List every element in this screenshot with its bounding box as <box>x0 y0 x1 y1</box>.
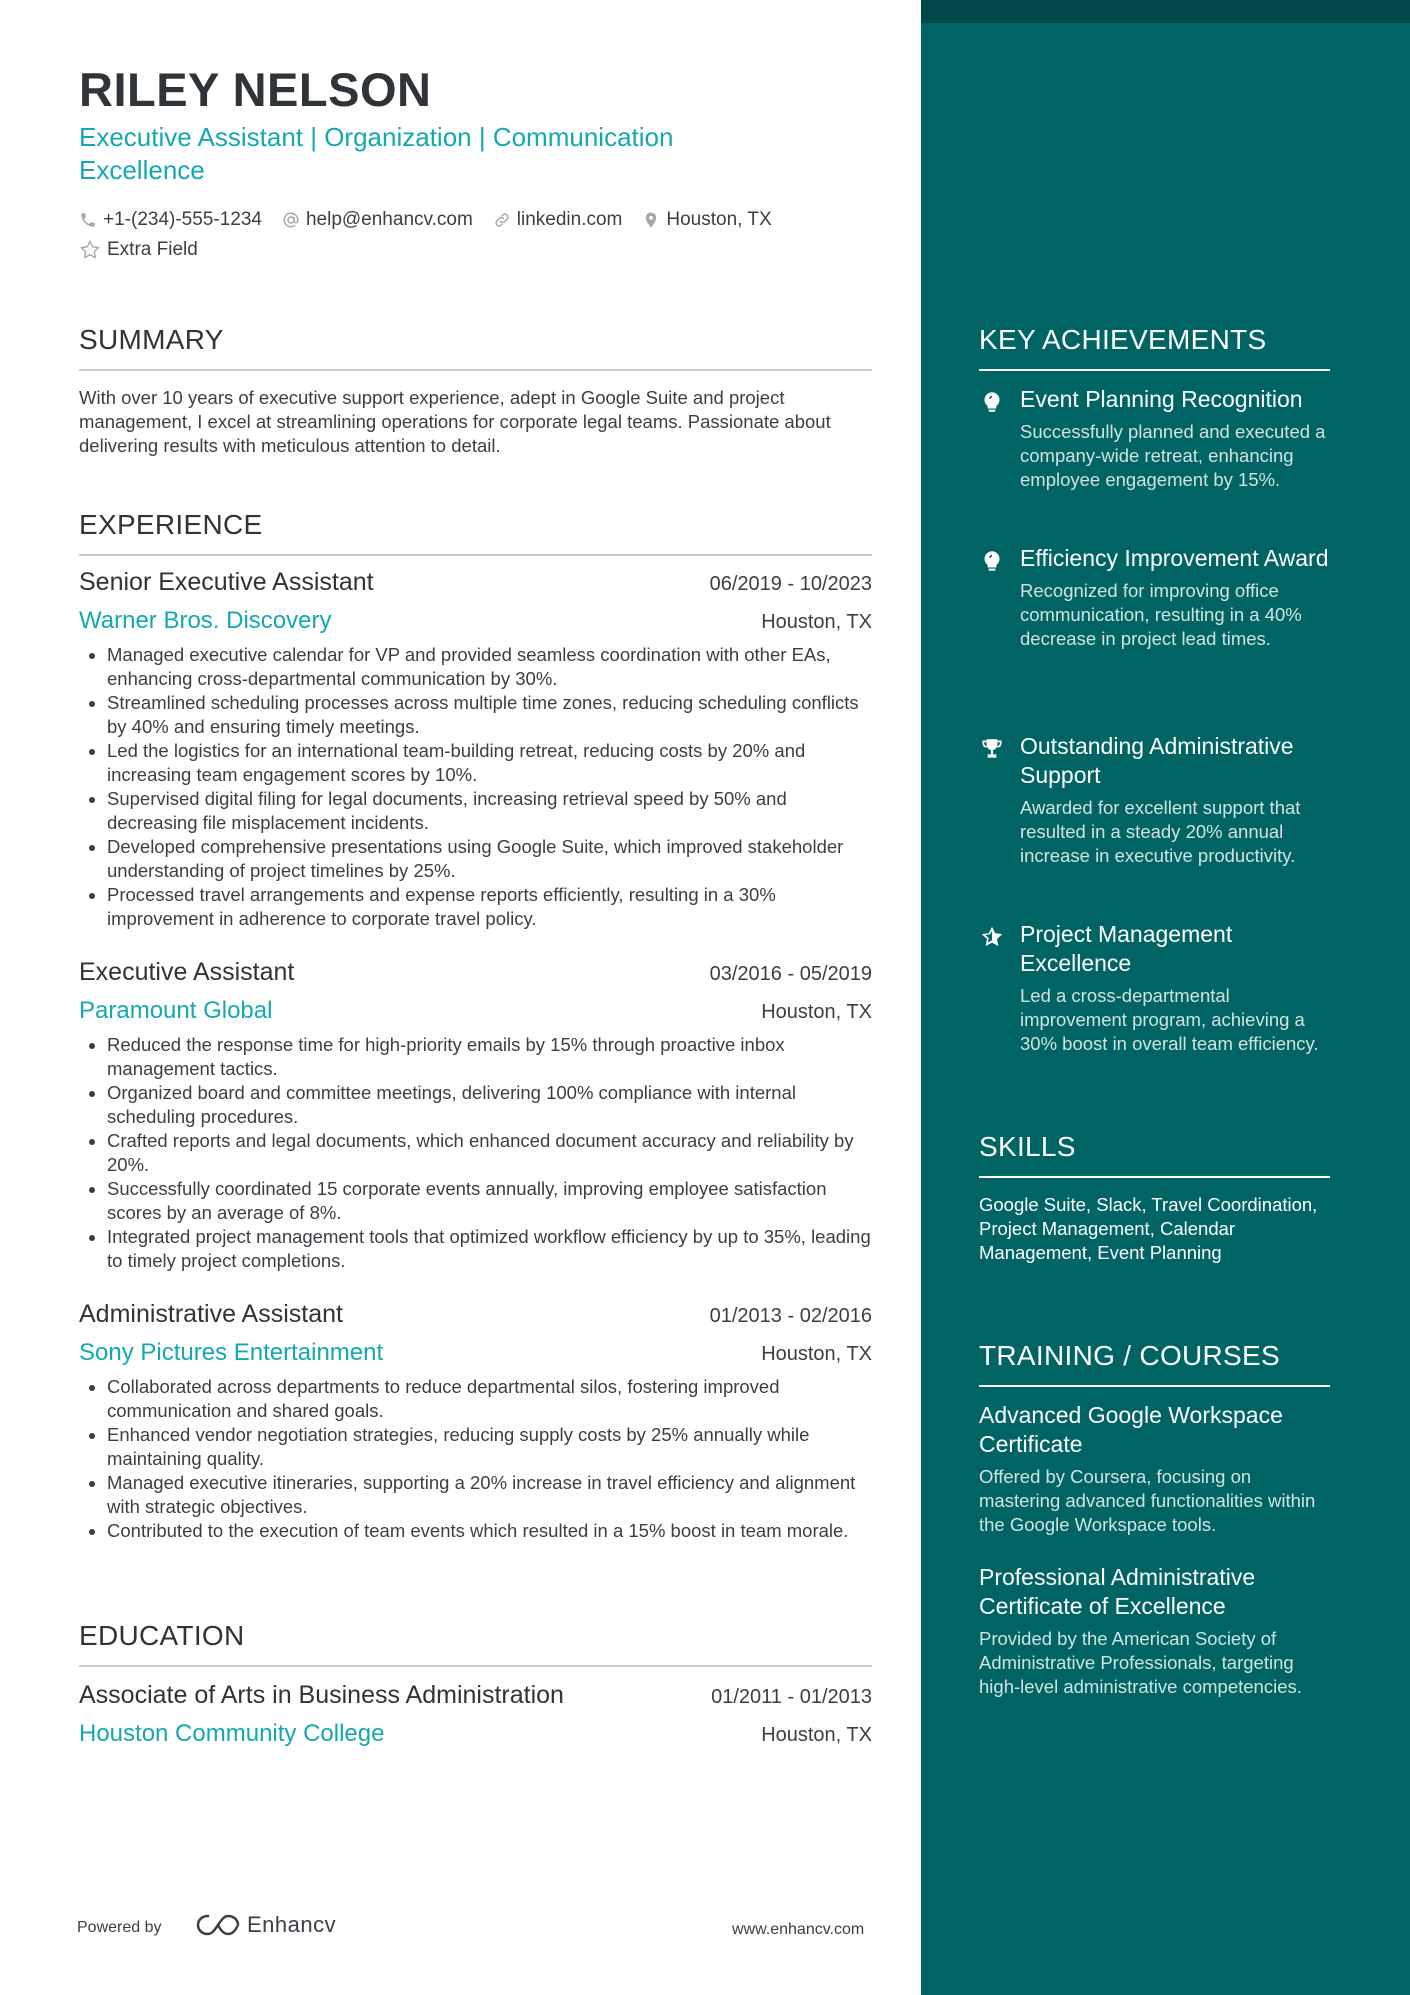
bullet-item: • Successfully coordinated 15 corporate events annually, improving employee satisfaction scores by an average of 8%. <box>107 1177 872 1225</box>
training-divider <box>979 1385 1330 1387</box>
education-divider <box>79 1665 872 1667</box>
footer-url[interactable]: www.enhancv.com <box>732 1921 865 1938</box>
achievement-title: Event Planning Recognition <box>1020 386 1303 412</box>
bullet-item: • Managed executive itineraries, supporting a 20% increase in travel efficiency and alignment with strategic objectives. <box>107 1471 872 1519</box>
achievement-title: Outstanding Administrative Support <box>1020 733 1294 788</box>
link-icon <box>493 211 511 229</box>
job-bullets <box>79 1033 872 1273</box>
website-text: linkedin.com <box>516 209 623 230</box>
at-icon <box>282 211 300 229</box>
school-location: Houston, TX <box>761 1724 872 1746</box>
extra-text: Extra Field <box>107 239 198 260</box>
job-bullets <box>79 1375 872 1543</box>
bullet-item: • Streamlined scheduling processes across multiple time zones, reducing scheduling conflicts by 40% and ensuring timely meetings. <box>107 691 872 739</box>
job-location: Houston, TX <box>761 1343 872 1365</box>
bullet-item: • Reduced the response time for high-priority emails by 15% through proactive inbox management tactics. <box>107 1033 872 1081</box>
skills-divider <box>979 1176 1330 1178</box>
achievement-item <box>979 920 1339 1056</box>
job-title: Senior Executive Assistant <box>79 568 374 596</box>
bullet-item: • Contributed to the execution of team events which resulted in a 15% boost in team morale. <box>107 1519 872 1543</box>
company-name[interactable]: Sony Pictures Entertainment <box>79 1339 384 1366</box>
contact-location <box>642 209 771 231</box>
achievement-desc: Recognized for improving office communication, resulting in a 40% decrease in project lead times. <box>1020 580 1302 649</box>
bullet-item: • Processed travel arrangements and expense reports efficiently, resulting in a 30% improvement in adherence to corporate travel policy. <box>107 883 872 931</box>
candidate-name: RILEY NELSON <box>79 63 432 116</box>
bullet-item: • Managed executive calendar for VP and provided seamless coordination with other EAs, enhancing cross-departmental communication by 30%. <box>107 643 872 691</box>
company-name[interactable]: Warner Bros. Discovery <box>79 607 332 634</box>
education-dates: 01/2011 - 01/2013 <box>711 1686 872 1708</box>
job-entry <box>79 568 872 931</box>
achievement-desc: Successfully planned and executed a company-wide retreat, enhancing employee engagement by 15%. <box>1020 421 1326 490</box>
experience-heading: EXPERIENCE <box>79 509 263 540</box>
phone-text: +1-(234)-555-1234 <box>103 209 262 230</box>
company-name[interactable]: Paramount Global <box>79 997 273 1024</box>
job-location: Houston, TX <box>761 1001 872 1023</box>
degree-title: Associate of Arts in Business Administration <box>79 1681 564 1709</box>
skills-text: Google Suite, Slack, Travel Coordination, Project Management, Calendar Management, Event Planning <box>979 1194 1318 1263</box>
enhancv-logo-icon <box>195 1912 241 1938</box>
course-desc: Provided by the American Society of Administrative Professionals, targeting high-level administrative competencies. <box>979 1628 1302 1697</box>
education-entry <box>79 1681 872 1748</box>
bullet-item: • Collaborated across departments to reduce departmental silos, fostering improved communication and shared goals. <box>107 1375 872 1423</box>
job-dates: 03/2016 - 05/2019 <box>709 963 872 985</box>
bullet-item: • Developed comprehensive presentations using Google Suite, which improved stakeholder understanding of project timelines by 25%. <box>107 835 872 883</box>
phone-icon <box>79 211 97 229</box>
contact-website[interactable] <box>493 209 623 231</box>
job-title: Executive Assistant <box>79 958 295 986</box>
contact-extra <box>79 239 198 261</box>
star-outline-icon <box>79 239 101 261</box>
achievement-item <box>979 544 1339 651</box>
lightbulb-icon <box>979 548 1005 574</box>
job-dates: 06/2019 - 10/2023 <box>709 573 872 595</box>
job-title: Administrative Assistant <box>79 1300 343 1328</box>
star-icon <box>979 924 1005 950</box>
achievement-item <box>979 385 1339 492</box>
education-heading: EDUCATION <box>79 1620 245 1651</box>
summary-divider <box>79 369 872 371</box>
achievement-desc: Led a cross-departmental improvement program, achieving a 30% boost in overall team efficiency. <box>1020 985 1319 1054</box>
course-title: Advanced Google Workspace Certificate <box>979 1402 1283 1457</box>
location-text: Houston, TX <box>666 209 772 230</box>
achievements-divider <box>979 369 1330 371</box>
enhancv-brand-text: Enhancv <box>247 1912 337 1937</box>
course-item <box>979 1401 1334 1537</box>
location-pin-icon <box>642 211 660 229</box>
bullet-item: • Led the logistics for an international team-building retreat, reducing costs by 20% and increasing team engagement scores by 10%. <box>107 739 872 787</box>
achievement-item <box>979 732 1339 868</box>
headline: Executive Assistant | Organization | Communication Excellence <box>79 122 674 185</box>
bullet-item: • Crafted reports and legal documents, which enhanced document accuracy and reliability by 20%. <box>107 1129 872 1177</box>
training-heading: TRAINING / COURSES <box>979 1340 1280 1371</box>
contact-info <box>79 205 879 265</box>
sidebar-top-band <box>921 0 1410 23</box>
job-entry <box>79 1300 872 1543</box>
summary-text: With over 10 years of executive support experience, adept in Google Suite and project management, I excel at streamlining operations for corporate legal teams. Passionate about delivering results with meticulous attention to detail. <box>79 387 831 456</box>
job-bullets <box>79 643 872 931</box>
bullet-item: • Organized board and committee meetings, delivering 100% compliance with internal scheduling procedures. <box>107 1081 872 1129</box>
course-title: Professional Administrative Certificate of Excellence <box>979 1564 1256 1619</box>
contact-email[interactable] <box>282 209 473 231</box>
course-item <box>979 1563 1334 1699</box>
job-dates: 01/2013 - 02/2016 <box>709 1305 872 1327</box>
email-text: help@enhancv.com <box>305 209 473 230</box>
course-desc: Offered by Coursera, focusing on mastering advanced functionalities within the Google Workspace tools. <box>979 1466 1316 1535</box>
bullet-item: • Integrated project management tools that optimized workflow efficiency by up to 35%, leading to timely project completions. <box>107 1225 872 1273</box>
achievement-desc: Awarded for excellent support that resulted in a steady 20% annual increase in executive productivity. <box>1020 797 1301 866</box>
bullet-item: • Supervised digital filing for legal documents, increasing retrieval speed by 50% and decreasing file misplacement incidents. <box>107 787 872 835</box>
lightbulb-icon <box>979 389 1005 415</box>
job-entry <box>79 958 872 1273</box>
enhancv-logo[interactable] <box>195 1912 336 1938</box>
achievements-heading: KEY ACHIEVEMENTS <box>979 324 1267 355</box>
skills-heading: SKILLS <box>979 1131 1076 1162</box>
experience-divider <box>79 554 872 556</box>
contact-phone[interactable] <box>79 209 262 231</box>
achievement-title: Project Management Excellence <box>1020 921 1233 976</box>
trophy-icon <box>979 736 1005 762</box>
job-location: Houston, TX <box>761 611 872 633</box>
bullet-item: • Enhanced vendor negotiation strategies, reducing supply costs by 25% annually while maintaining quality. <box>107 1423 872 1471</box>
school-name[interactable]: Houston Community College <box>79 1720 385 1747</box>
powered-by-text: Powered by <box>77 1919 162 1936</box>
summary-heading: SUMMARY <box>79 324 224 355</box>
achievement-title: Efficiency Improvement Award <box>1020 545 1329 571</box>
